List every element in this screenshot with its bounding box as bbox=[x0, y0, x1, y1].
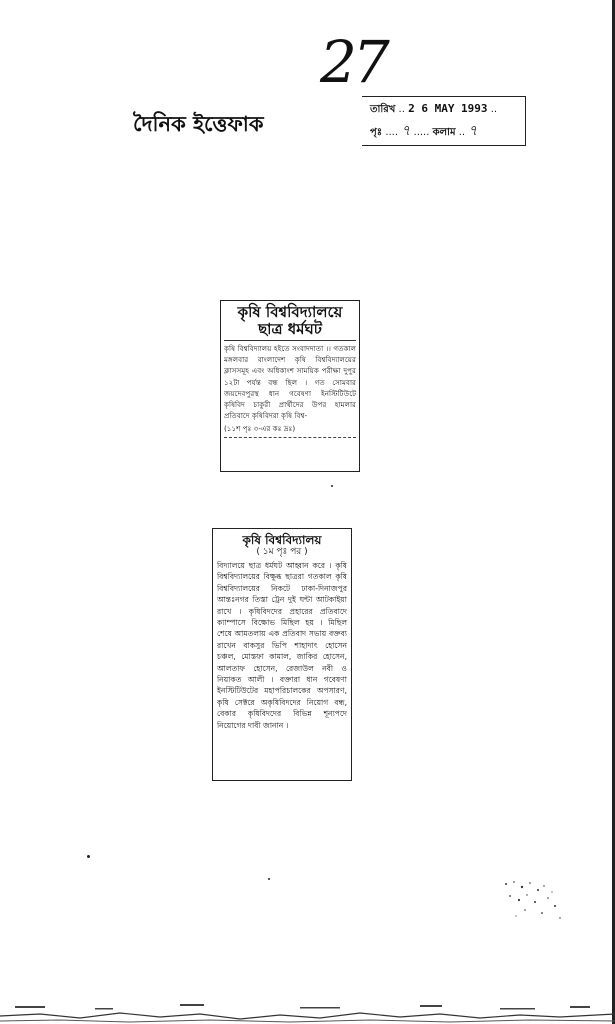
news-clipping-front bbox=[220, 300, 360, 472]
clipping-1-rule bbox=[224, 437, 356, 440]
clipping-1-body: কৃষি বিশ্ববিদ্যালয় হইতে সংবাদদাতা ।। গতকাল মঙ্গলবার বাংলাদেশ কৃষি বিশ্ববিদ্যালয়ের ক্লাসসমূহ এবং অধিকাংশ সাময়িক পরীক্ষা দুপুর ১২টা পর্যন্ত বন্ধ ছিল । গত সোমবার জয়দেবপুরস্থ ধান গবেষণা ইনস্টিটিউটে কৃষিবিদ চাকুরী প্রার্থীদের উপর হামলার প্রতিবাদে কৃষিবিদরা কৃষি বিশ্ব- bbox=[224, 344, 356, 421]
stamp-column-label: কলাম bbox=[432, 127, 456, 138]
clipping-1-headline-line2: ছাত্র ধর্মঘট bbox=[258, 320, 322, 338]
clipping-1-headline bbox=[224, 304, 356, 341]
stamp-date-row: তারিখ .. 2 6 MAY 1993 .. bbox=[370, 102, 498, 115]
stamp-page-value: ৭ bbox=[401, 123, 411, 139]
scan-noise-cluster bbox=[500, 878, 570, 928]
stamp-column-value: ৭ bbox=[468, 123, 478, 139]
handwritten-page-number: 27 bbox=[320, 28, 386, 96]
newspaper-masthead: দৈনিক ইত্তেফাক bbox=[133, 112, 264, 136]
clipping-1-headline-line1: কৃষি বিশ্ববিদ্যালয়ে bbox=[237, 303, 343, 321]
scan-speck bbox=[331, 485, 333, 487]
clipping-2-subhead: ( ১ম পৃঃ পর ) bbox=[256, 547, 308, 557]
stamp-date-value: 2 6 MAY 1993 bbox=[408, 102, 488, 115]
news-clipping-continued bbox=[212, 528, 352, 781]
clipping-1-continuation: (১১শ পৃঃ ৩-এর কঃ দ্রঃ) bbox=[224, 424, 296, 434]
clipping-2-headline: কৃষি বিশ্ববিদ্যালয় bbox=[242, 533, 322, 547]
scan-bottom-edge bbox=[0, 994, 615, 1024]
clipping-2-body: বিদ্যালয়ে ছাত্র ধর্মঘট আহ্বান করে । কৃষি বিশ্ববিদ্যালয়ের বিক্ষুব্ধ ছাত্ররা গতকাল কৃষি বিশ্ববিদ্যালয়ের নিকটে ঢাকা-দিনাজপুর আন্তঃনগর তিস্তা ট্রেন দুই ঘন্টা আটকাইয়া রাখে । কৃষিবিদদের প্রহারের প্রতিবাদে ক্যাম্পাসে বিক্ষোভ মিছিল হয় । মিছিল শেষে আমতলায় এক প্রতিবাদ সভায় বক্তব্য রাখেন বাকসুর ভিপি শাহাদাৎ হোসেন চঞ্চল, মোস্তফা কামাল, জাকির হোসেন, আলতাফ হোসেন, রেজাউল নবী ও নিয়াকত আলী । বক্তারা ধান গবেষণা ইনস্টিটিউটের মহাপরিচালকের অপসারণ, কৃষি সেক্টরে অকৃষিবিদদের নিয়োগ বন্ধ, বেকার কৃষিবিদদের বিভিন্ন শূন্যপদে নিয়োগের দাবী জানান । bbox=[217, 561, 347, 730]
scan-speck bbox=[87, 855, 90, 858]
stamp-page-label: পৃঃ bbox=[370, 127, 383, 138]
stamp-page-row: পৃঃ .... ৭ ..... কলাম .. ৭ bbox=[370, 123, 478, 139]
stamp-date-label: তারিখ bbox=[370, 104, 396, 115]
scan-speck bbox=[268, 878, 270, 880]
date-stamp bbox=[362, 96, 526, 146]
